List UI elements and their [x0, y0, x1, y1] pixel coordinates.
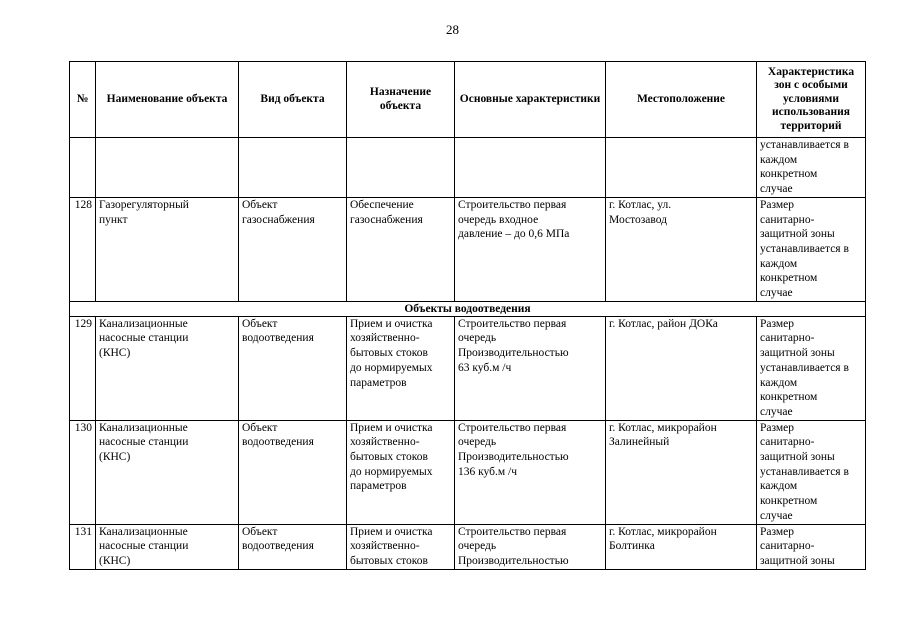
table-row [70, 420, 866, 524]
table-row [70, 197, 866, 301]
table-body [70, 138, 866, 570]
object-location-cell-line: г. Котлас, район ДОКа [609, 317, 718, 330]
object-purpose-cell-line: бытовых стоков [350, 347, 428, 360]
object-name-cell-line: (КНС) [99, 451, 131, 464]
object-purpose-cell [347, 197, 455, 301]
object-specs-cell [455, 316, 606, 420]
empty-cell [455, 138, 606, 198]
object-location-cell-line: г. Котлас, ул. [609, 198, 672, 211]
zone-characteristics-cell-line: защитной зоны [760, 451, 835, 464]
object-specs-cell-line: очередь [458, 332, 497, 345]
object-purpose-cell-line: Прием и очистка [350, 525, 433, 538]
zone-characteristics-cell-line: Размер [760, 525, 795, 538]
zone-characteristics-cell-line: защитной зоны [760, 228, 835, 241]
empty-cell [96, 138, 239, 198]
object-specs-cell-line: давление – до 0,6 МПа [458, 228, 570, 241]
object-location-cell-line: Болтинка [609, 540, 655, 553]
section-row [70, 301, 866, 316]
object-name-cell-line: пункт [99, 213, 128, 226]
continuation-row [70, 138, 866, 198]
object-name-cell-line: Канализационные [99, 421, 188, 434]
object-type-cell [239, 316, 347, 420]
object-purpose-cell-line: хозяйственно- [350, 540, 420, 553]
zone-characteristics-cell-line: конкретном [760, 168, 818, 181]
object-specs-cell-line: Строительство первая [458, 525, 567, 538]
objects-table [69, 61, 866, 570]
zone-characteristics-cell-line: каждом [760, 257, 798, 270]
object-specs-cell-line: 136 куб.м /ч [458, 465, 518, 478]
object-type-cell-line: водоотведения [242, 436, 314, 449]
object-purpose-cell-line: до нормируемых [350, 361, 433, 374]
object-name-cell [96, 524, 239, 569]
object-purpose-cell-line: газоснабжения [350, 213, 423, 226]
object-location-cell-line: Залинейный [609, 436, 670, 449]
header-type: Вид объекта [239, 62, 347, 138]
header-specs: Основные характеристики [455, 62, 606, 138]
object-name-cell-line: (КНС) [99, 347, 131, 360]
object-purpose-cell [347, 316, 455, 420]
row-number: 131 [70, 524, 96, 569]
table-row [70, 524, 866, 569]
zone-characteristics-cell-line: Размер [760, 317, 795, 330]
zone-characteristics-cell-line: санитарно- [760, 213, 815, 226]
object-type-cell-line: Объект [242, 421, 278, 434]
object-name-cell-line: насосные станции [99, 540, 189, 553]
object-purpose-cell [347, 420, 455, 524]
object-purpose-cell [347, 524, 455, 569]
object-name-cell-line: насосные станции [99, 436, 189, 449]
object-type-cell [239, 197, 347, 301]
header-location: Местоположение [606, 62, 757, 138]
object-specs-cell [455, 420, 606, 524]
object-type-cell-line: водоотведения [242, 332, 314, 345]
zone-characteristics-cell-line: защитной зоны [760, 347, 835, 360]
object-specs-cell-line: очередь входное [458, 213, 539, 226]
zone-characteristics-cell-line: Размер [760, 421, 795, 434]
object-type-cell-line: Объект [242, 198, 278, 211]
zone-characteristics-cell-line: устанавливается в [760, 242, 849, 255]
zone-characteristics-cell-line: конкретном [760, 391, 818, 404]
object-name-cell [96, 420, 239, 524]
zone-characteristics-cell [757, 138, 866, 198]
zone-characteristics-cell [757, 316, 866, 420]
zone-characteristics-cell-line: устанавливается в [760, 465, 849, 478]
zone-characteristics-cell-line: конкретном [760, 272, 818, 285]
zone-characteristics-cell-line: устанавливается в [760, 139, 849, 151]
object-location-cell-line: Мостозавод [609, 213, 667, 226]
object-specs-cell [455, 524, 606, 569]
object-location-cell [606, 420, 757, 524]
object-location-cell [606, 524, 757, 569]
object-name-cell [96, 316, 239, 420]
object-specs-cell [455, 197, 606, 301]
object-purpose-cell-line: Прием и очистка [350, 421, 433, 434]
zone-characteristics-cell-line: санитарно- [760, 540, 815, 553]
object-purpose-cell-line: Прием и очистка [350, 317, 433, 330]
object-name-cell-line: Газорегуляторный [99, 198, 189, 211]
row-number: 129 [70, 316, 96, 420]
object-specs-cell-line: очередь [458, 436, 497, 449]
empty-cell [347, 138, 455, 198]
object-type-cell-line: Объект [242, 317, 278, 330]
header-purpose: Назначение объекта [347, 62, 455, 138]
object-purpose-cell-line: параметров [350, 480, 407, 493]
object-purpose-cell-line: бытовых стоков [350, 554, 428, 567]
object-type-cell [239, 420, 347, 524]
object-specs-cell-line: Строительство первая [458, 421, 567, 434]
object-specs-cell-line: Производительностью [458, 347, 569, 360]
section-title: Объекты водоотведения [70, 301, 866, 316]
header-name: Наименование объекта [96, 62, 239, 138]
zone-characteristics-cell [757, 197, 866, 301]
empty-cell [239, 138, 347, 198]
object-purpose-cell-line: бытовых стоков [350, 451, 428, 464]
zone-characteristics-cell [757, 524, 866, 569]
empty-cell [606, 138, 757, 198]
page-number: 28 [446, 22, 459, 37]
zone-characteristics-cell-line: случае [760, 509, 793, 522]
object-location-cell [606, 316, 757, 420]
row-number: 130 [70, 420, 96, 524]
object-purpose-cell-line: до нормируемых [350, 465, 433, 478]
table-header-row [70, 62, 866, 138]
object-name-cell-line: насосные станции [99, 332, 189, 345]
row-number: 128 [70, 197, 96, 301]
empty-cell [70, 138, 96, 198]
zone-characteristics-cell-line: санитарно- [760, 436, 815, 449]
zone-characteristics-cell-line: случае [760, 405, 793, 418]
object-type-cell-line: Объект [242, 525, 278, 538]
object-type-cell-line: водоотведения [242, 540, 314, 553]
table-row [70, 316, 866, 420]
zone-characteristics-cell-line: защитной зоны [760, 554, 835, 567]
zone-characteristics-cell-line: устанавливается в [760, 361, 849, 374]
object-location-cell-line: г. Котлас, микрорайон [609, 421, 717, 434]
zone-characteristics-cell-line: конкретном [760, 495, 818, 508]
object-name-cell-line: Канализационные [99, 317, 188, 330]
object-location-cell-line: г. Котлас, микрорайон [609, 525, 717, 538]
zone-characteristics-cell-line: случае [760, 287, 793, 300]
object-name-cell-line: (КНС) [99, 554, 131, 567]
header-zones: Характеристика зон с особыми условиями использования территорий [757, 62, 866, 138]
object-purpose-cell-line: хозяйственно- [350, 332, 420, 345]
zone-characteristics-cell-line: Размер [760, 198, 795, 211]
object-name-cell [96, 197, 239, 301]
header-number: № [70, 62, 96, 138]
zone-characteristics-cell [757, 420, 866, 524]
zone-characteristics-cell-line: санитарно- [760, 332, 815, 345]
object-specs-cell-line: Строительство первая [458, 317, 567, 330]
object-specs-cell-line: Производительностью [458, 451, 569, 464]
object-purpose-cell-line: параметров [350, 376, 407, 389]
object-location-cell [606, 197, 757, 301]
object-name-cell-line: Канализационные [99, 525, 188, 538]
object-purpose-cell-line: хозяйственно- [350, 436, 420, 449]
object-specs-cell-line: очередь [458, 540, 497, 553]
object-specs-cell-line: Производительностью [458, 554, 569, 567]
object-specs-cell-line: 63 куб.м /ч [458, 361, 512, 374]
zone-characteristics-cell-line: каждом [760, 480, 798, 493]
object-specs-cell-line: Строительство первая [458, 198, 567, 211]
object-type-cell-line: газоснабжения [242, 213, 315, 226]
object-purpose-cell-line: Обеспечение [350, 198, 414, 211]
object-type-cell [239, 524, 347, 569]
zone-characteristics-cell-line: каждом [760, 153, 798, 166]
zone-characteristics-cell-line: каждом [760, 376, 798, 389]
zone-characteristics-cell-line: случае [760, 183, 793, 196]
